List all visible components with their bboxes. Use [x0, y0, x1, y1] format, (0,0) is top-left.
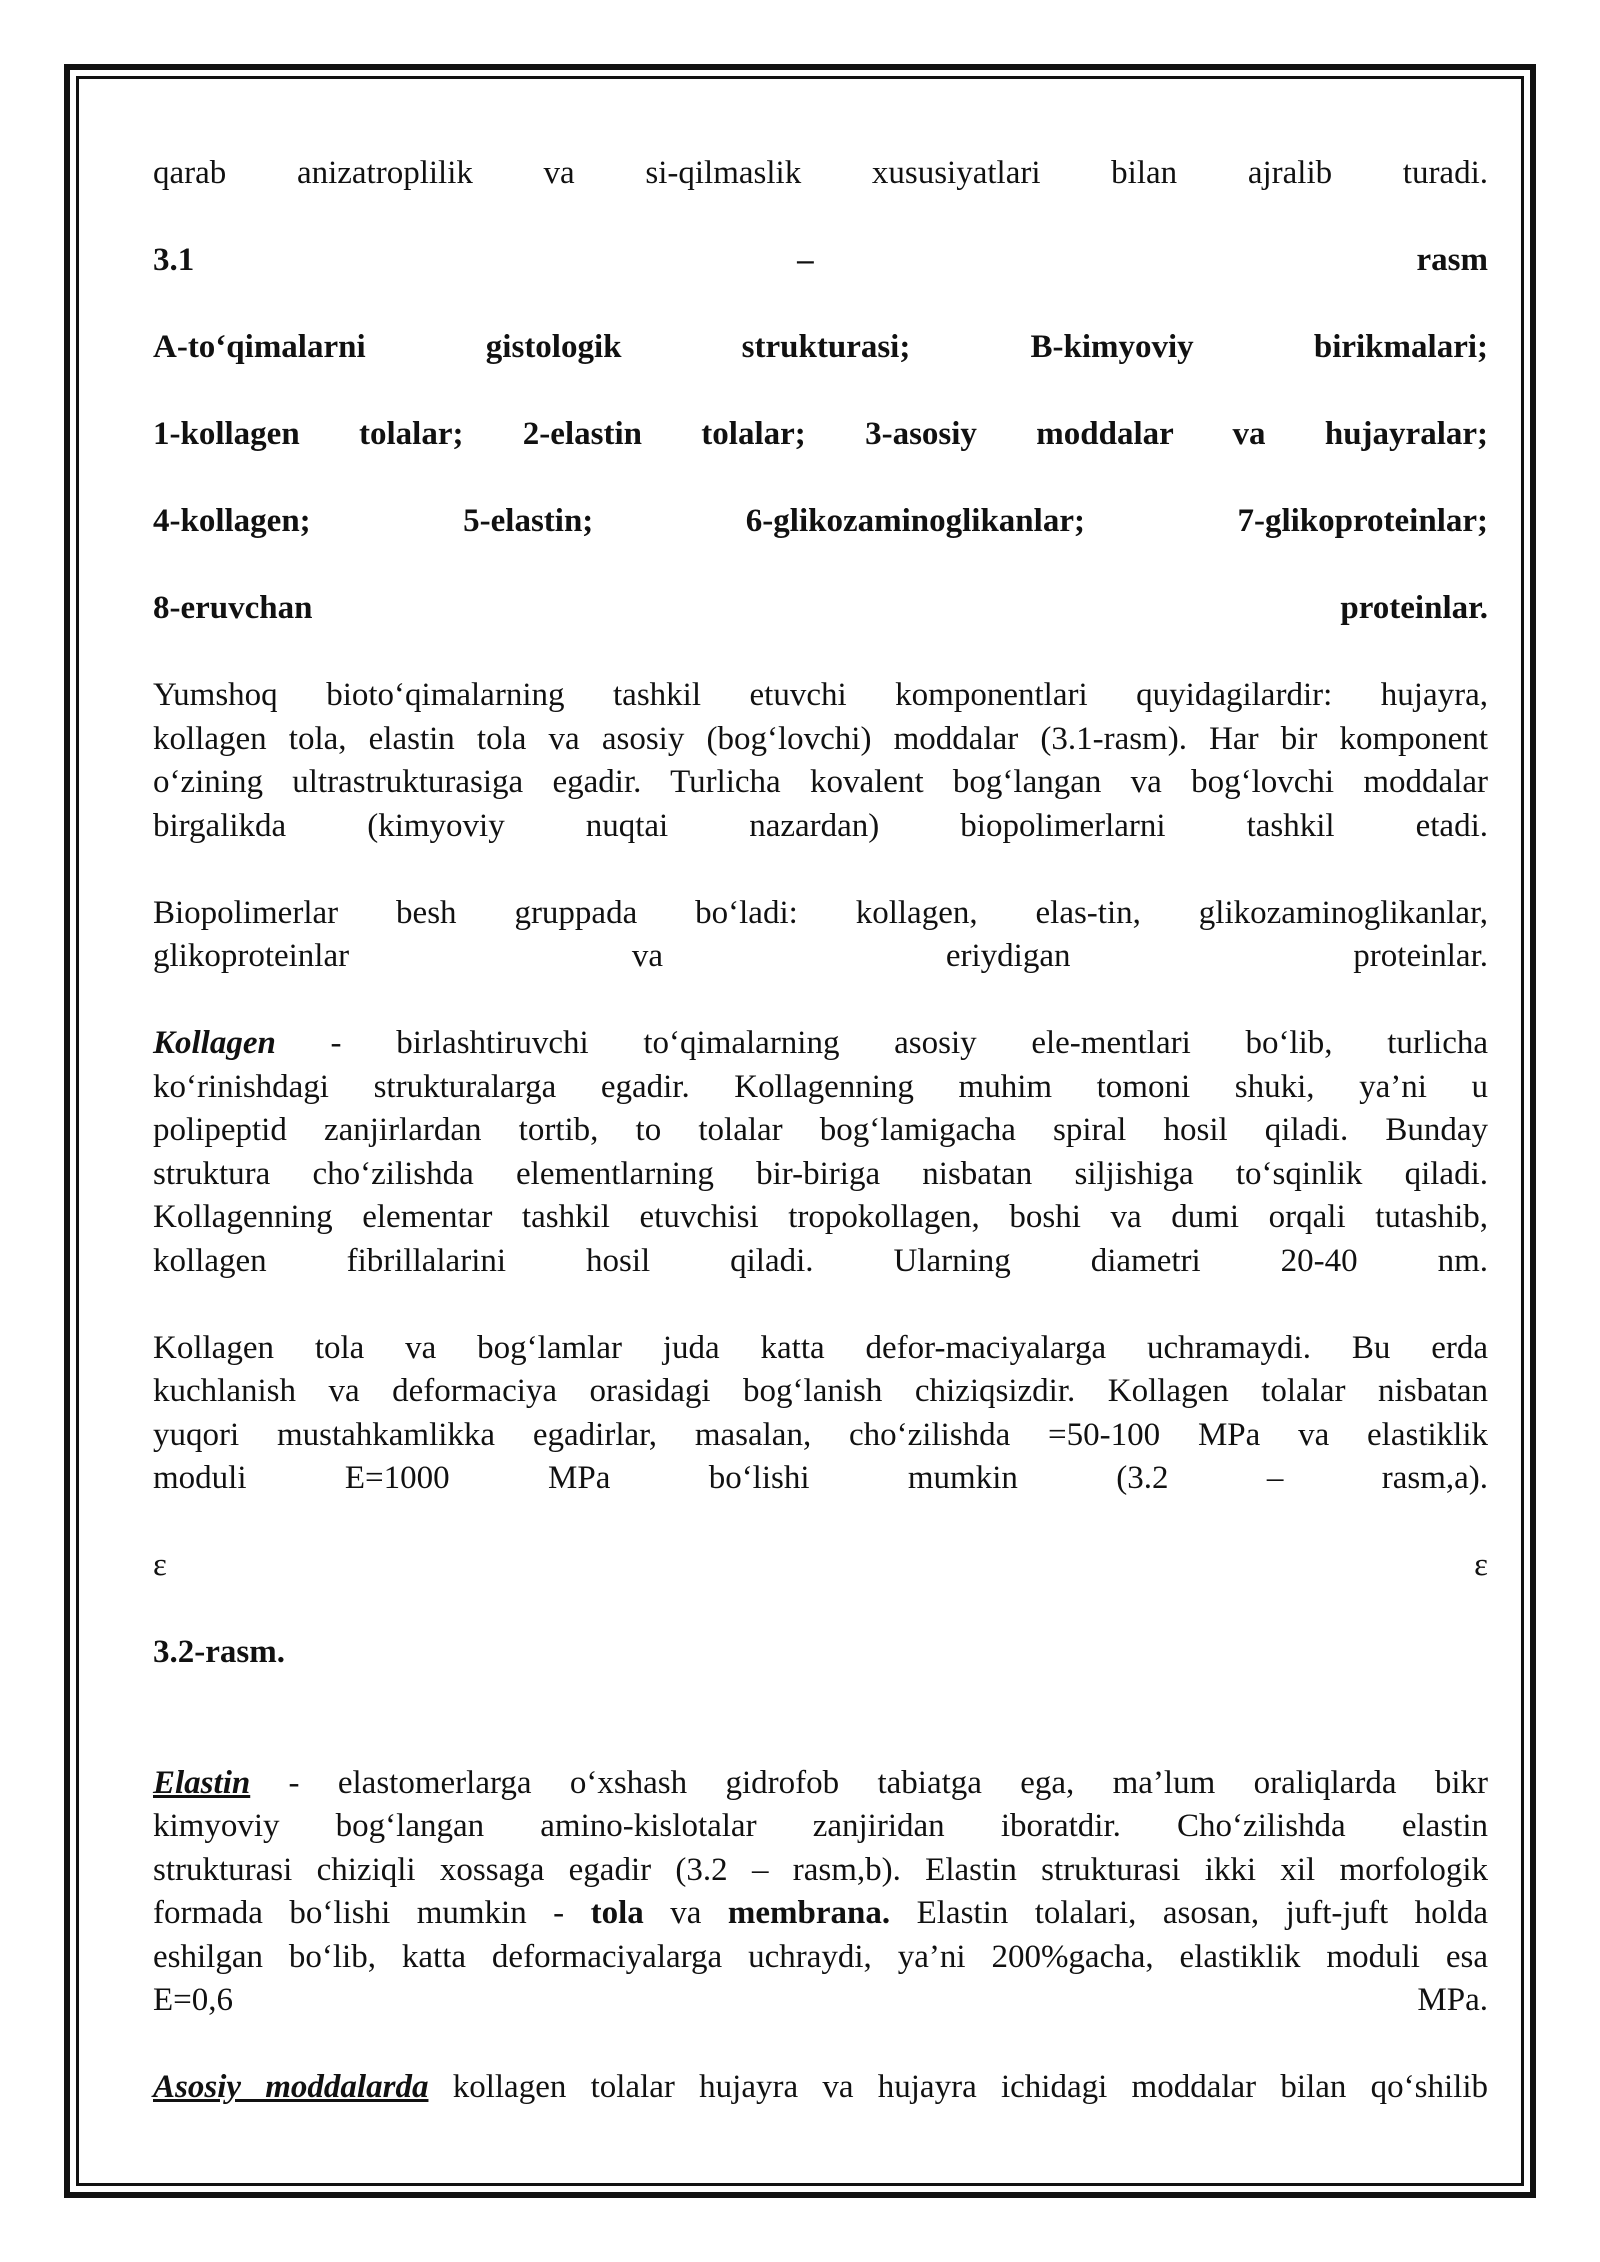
text-line: kimyoviy bog‘langan amino-kislotalar zanjiridan iboratdir. Cho‘zilishda elastin: [153, 1808, 1488, 1844]
text-line: yuqori mustahkamlikka egadirlar, masalan, cho‘zilishda =50-100 MPa va elastiklik: [153, 1416, 1488, 1453]
text-line: kollagen tola, elastin tola va asosiy (bog‘lovchi) moddalar (3.1-rasm). Har bir komponent: [153, 720, 1488, 757]
figure-3-1-legend-line: A-to‘qimalarni gistologik strukturasi; B-kimyoviy birikmalari;: [153, 329, 1488, 365]
paragraph-components: [153, 674, 1488, 848]
text-line: polipeptid zanjirlardan tortib, to tolalar bog‘lamigacha spiral hosil qiladi. Bunday: [153, 1112, 1488, 1148]
figure-3-1-legend-line: 4-kollagen; 5-elastin; 6-glikozaminoglikanlar; 7-glikoproteinlar;: [153, 503, 1488, 539]
page-content: [153, 152, 1488, 2110]
text-line: struktura cho‘zilishda elementlarning bir-biriga nisbatan siljishiga to‘sqinlik qiladi.: [153, 1155, 1488, 1192]
figure-3-1-legend-line: 1-kollagen tolalar; 2-elastin tolalar; 3-asosiy moddalar va hujayralar;: [153, 416, 1488, 452]
text-line: kollagen fibrillalarini hosil qiladi. Ularning diametri 20-40 nm.: [153, 1242, 1488, 1279]
term-tola: tola: [590, 1895, 644, 1931]
text-line: Asosiy moddalarda kollagen tolalar hujayra va hujayra ichidagi moddalar bilan qo‘shilib: [153, 2069, 1488, 2105]
text-line: kuchlanish va deformaciya orasidagi bog‘lanish chiziqsizdir. Kollagen tolalar nisbatan: [153, 1373, 1488, 1409]
text-line: ko‘rinishdagi strukturalarga egadir. Kollagenning muhim tomoni shuki, ya’ni u: [153, 1068, 1488, 1105]
text-line: moduli E=1000 MPa bo‘lishi mumkin (3.2 – rasm,a).: [153, 1460, 1488, 1496]
paragraph-biopolymers: [153, 892, 1488, 979]
text-line: Kollagen - birlashtiruvchi to‘qimalarning asosiy ele-mentlari bo‘lib, turlicha: [153, 1025, 1488, 1061]
epsilon-line: ε ε: [153, 1547, 1488, 1583]
intro-line: qarab anizatroplilik va si-qilmaslik xususiyatlari bilan ajralib turadi.: [153, 155, 1488, 191]
figure-3-1-legend-line: 8-eruvchan proteinlar.: [153, 590, 1488, 626]
text-line: Kollagenning elementar tashkil etuvchisi tropokollagen, boshi va dumi orqali tutashib,: [153, 1199, 1488, 1235]
figure-3-2-caption: 3.2-rasm.: [153, 1634, 285, 1670]
term-elastin: Elastin: [153, 1764, 251, 1801]
text-line: glikoproteinlar va eriydigan proteinlar.: [153, 938, 1488, 974]
term-collagen: Kollagen: [153, 1025, 276, 1061]
text-line: o‘zining ultrastrukturasiga egadir. Turlicha kovalent bog‘langan va bog‘lovchi moddalar: [153, 764, 1488, 800]
text-line: formada bo‘lishi mumkin - tola va membrana. Elastin tolalari, asosan, juft-juft holda: [153, 1895, 1488, 1931]
text-line: Elastin - elastomerlarga o‘xshash gidrofob tabiatga ega, ma’lum oraliqlarda bikr: [153, 1764, 1488, 1801]
text-line: eshilgan bo‘lib, katta deformaciyalarga uchraydi, ya’ni 200%gacha, elastiklik moduli esa: [153, 1938, 1488, 1975]
text-line: Biopolimerlar besh gruppada bo‘ladi: kollagen, elas-tin, glikozaminoglikanlar,: [153, 894, 1488, 931]
text-line: Kollagen tola va bog‘lamlar juda katta defor-maciyalarga uchramaydi. Bu erda: [153, 1329, 1488, 1366]
text-line: birgalikda (kimyoviy nuqtai nazardan) biopolimerlarni tashkil etadi.: [153, 807, 1488, 844]
paragraph-collagen-mechanics: [153, 1327, 1488, 1501]
paragraph-elastin: [153, 1762, 1488, 2023]
term-asosiy-moddalarda: Asosiy moddalarda: [153, 2069, 429, 2105]
paragraph-ground-substance: [153, 2066, 1488, 2110]
text-line: Yumshoq bioto‘qimalarning tashkil etuvchi komponentlari quyidagilardir: hujayra,: [153, 677, 1488, 713]
text-line: E=0,6 MPa.: [153, 1982, 1488, 2018]
paragraph-collagen: [153, 1022, 1488, 1283]
term-membrana: membrana.: [727, 1895, 891, 1931]
text-line: strukturasi chiziqli xossaga egadir (3.2 – rasm,b). Elastin strukturasi ikki xil morfologik: [153, 1851, 1488, 1888]
figure-3-1-caption: 3.1 – rasm: [153, 242, 1488, 278]
